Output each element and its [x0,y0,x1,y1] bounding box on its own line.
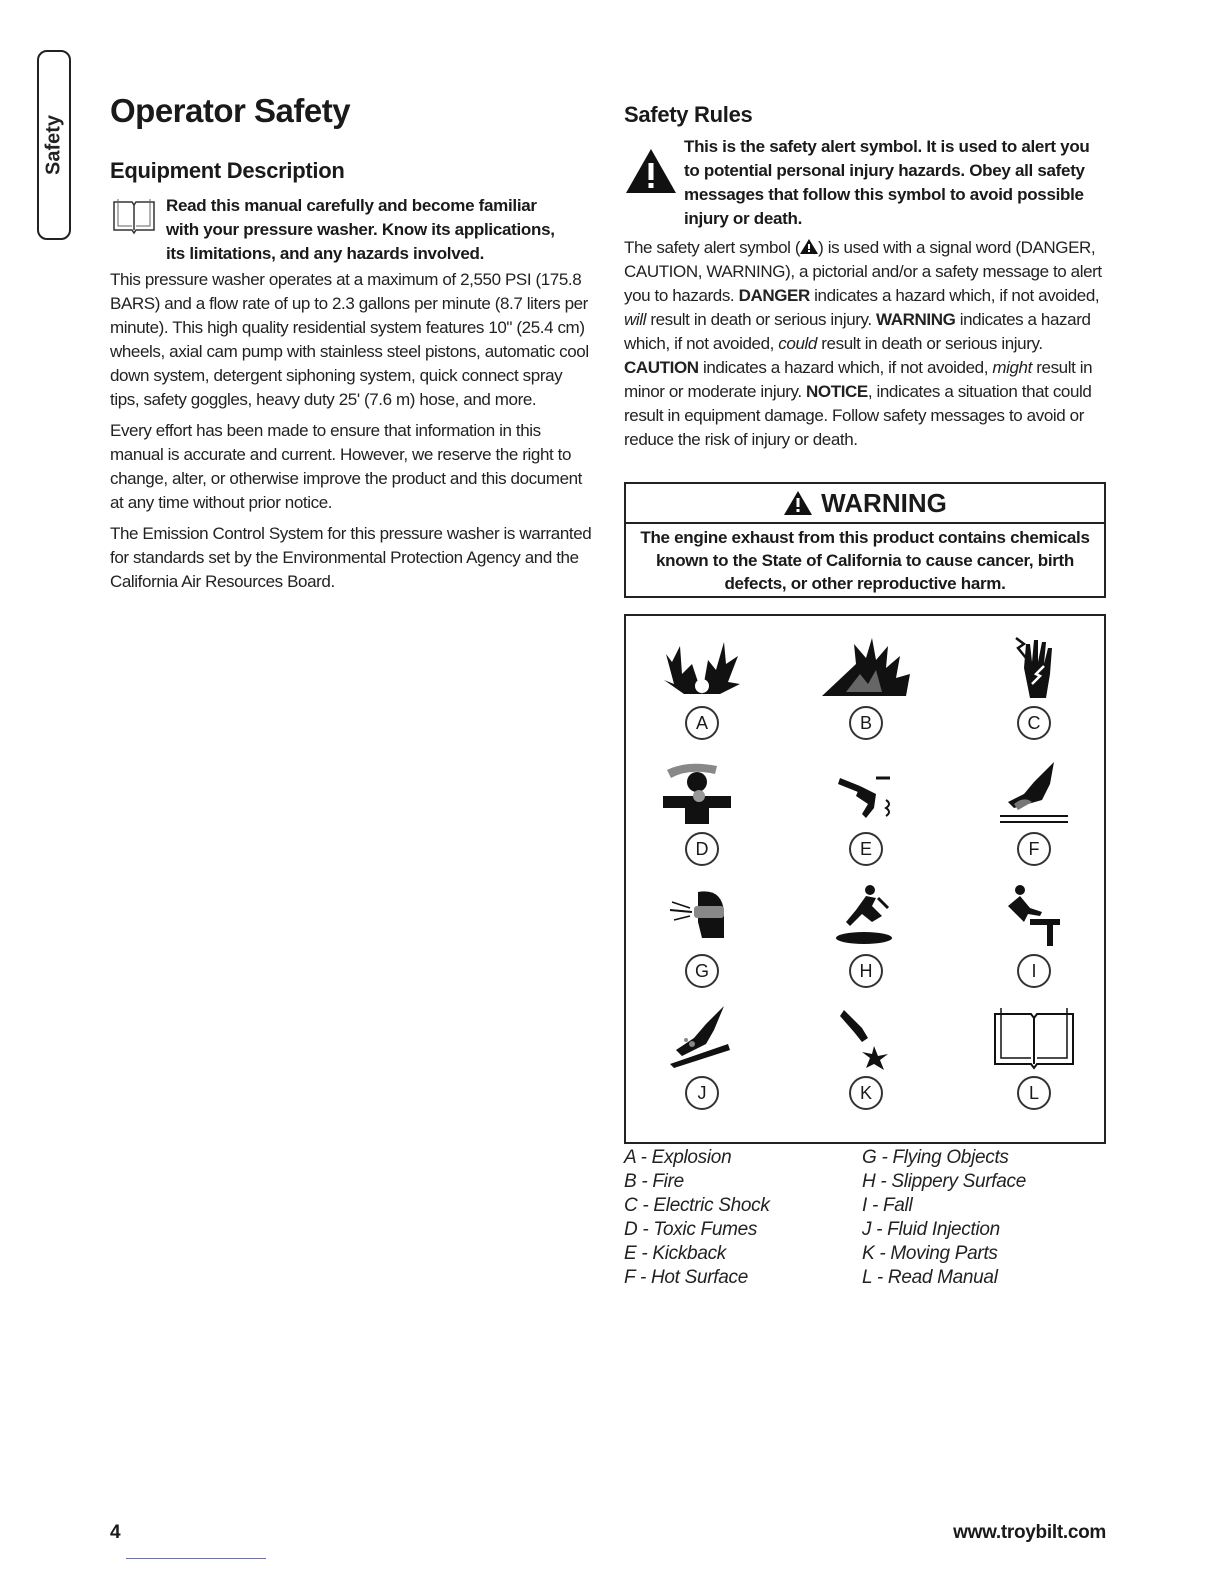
warning-triangle-icon [783,490,813,516]
legend-item: D - Toxic Fumes [624,1219,758,1240]
website-url: www.troybilt.com [953,1522,1106,1543]
equipment-paragraph: This pressure washer operates at a maximum of 2,550 PSI (175.8 BARS) and a flow rate of up to 2.3 gallons per minute (8.7 liters per minute). This high quality residential system features 10" (25.4 cm) wheels, axial cam pump with stainless steel pistons, automatic cool down system, detergent siphoning system, quick connect spray tips, safety goggles, heavy duty 25' (7.6 m) hose, and more. [110,270,589,409]
moving-parts-icon [826,1004,906,1070]
hazard-letter: G [685,954,719,988]
manual-note-line: its limitations, and any hazards involved. [166,244,485,263]
hazard-j [642,1004,762,1110]
legend-item: A - Explosion [624,1147,732,1168]
legend-item: I - Fall [862,1195,913,1216]
page-number: 4 [110,1522,121,1543]
equipment-paragraph: Every effort has been made to ensure that information in this manual is accurate and current. However, we reserve the right to change, alter, or otherwise improve the product and this document at any time without prior notice. [110,421,583,512]
hazard-l [974,1004,1094,1110]
open-book-icon [110,196,158,236]
safety-alert-inline-icon [800,239,818,254]
legend-item: L - Read Manual [862,1267,998,1288]
kickback-icon [826,760,906,826]
hazard-letter: H [849,954,883,988]
hazard-symbols-panel [624,614,1106,1144]
safety-rules-heading: Safety Rules [624,102,753,127]
hazard-c [974,634,1094,740]
warning-text: The engine exhaust from this product contains chemicals known to the State of California to cause cancer, birth defects, or other reproductive harm. [640,528,1090,593]
legend-item: G - Flying Objects [862,1147,1009,1168]
fluid-injection-icon [662,1004,742,1070]
page-title: Operator Safety [110,92,351,129]
side-tab-label: Safety [42,114,65,176]
flying-objects-icon [662,882,742,948]
fall-icon [994,882,1074,948]
hazard-e [806,760,926,866]
signal-word-paragraph: The safety alert symbol ( ) is used with a signal word (DANGER, CAUTION, WARNING), a pictorial and/or a safety message to alert you to hazards. DANGER indicates a hazard which, if not avoided, will result in death or serious injury. WARNING indicates a hazard which, if not avoided, could result in death or serious injury. CAUTION indicates a hazard which, if not avoided, might result in minor or moderate injury. NOTICE, indicates a situation that could result in equipment damage. Follow safety messages to avoid or reduce the risk of injury or death. [624,238,1102,449]
toxic-fumes-icon [657,760,747,826]
hazard-f [974,760,1094,866]
explosion-icon [662,634,742,700]
electric-shock-icon [994,634,1074,700]
hazard-d [642,760,762,866]
slippery-surface-icon [826,882,906,948]
legend-item: E - Kickback [624,1243,726,1264]
warning-title: WARNING [821,487,947,518]
hazard-k [806,1004,926,1110]
hazard-letter: I [1017,954,1051,988]
legend-item: C - Electric Shock [624,1195,770,1216]
hazard-b [806,634,926,740]
side-tab [37,50,71,240]
hazard-letter: C [1017,706,1051,740]
hot-surface-icon [994,760,1074,826]
legend-item: B - Fire [624,1171,684,1192]
equipment-paragraph: The Emission Control System for this pressure washer is warranted for standards set by the Environmental Protection Agency and the California Air Resources Board. [110,524,592,591]
manual-note-line: with your pressure washer. Know its applications, [166,220,555,239]
hazard-letter: J [685,1076,719,1110]
manual-note-line: Read this manual carefully and become familiar [166,196,537,215]
warning-header [626,484,1104,524]
read-manual-note [110,194,590,266]
hazard-i [974,882,1094,988]
legend-column-left [624,1146,770,1290]
hazard-letter: D [685,832,719,866]
hazard-letter: F [1017,832,1051,866]
legend-item: J - Fluid Injection [862,1219,1000,1240]
hazard-h [806,882,926,988]
legend-item: H - Slippery Surface [862,1171,1027,1192]
hazard-letter: B [849,706,883,740]
footer-rule [126,1558,266,1559]
hazard-g [642,882,762,988]
equipment-heading: Equipment Description [110,158,345,183]
equipment-body [110,268,592,601]
legend-item: F - Hot Surface [624,1267,748,1288]
hazard-letter: L [1017,1076,1051,1110]
fire-icon [816,634,916,700]
legend-item: K - Moving Parts [862,1243,998,1264]
hazard-letter: E [849,832,883,866]
read-manual-icon [989,1004,1079,1070]
california-warning-box [624,482,1106,598]
hazard-a [642,634,762,740]
hazard-letter: K [849,1076,883,1110]
hazard-letter: A [685,706,719,740]
safety-alert-icon [624,147,678,195]
safety-alert-text: This is the safety alert symbol. It is used to alert you to potential personal injury hazards. Obey all safety messages that follow this symbol to avoid possible injury or death. [684,137,1090,228]
safety-alert-note [624,135,1104,231]
legend-column-right [862,1146,1026,1290]
